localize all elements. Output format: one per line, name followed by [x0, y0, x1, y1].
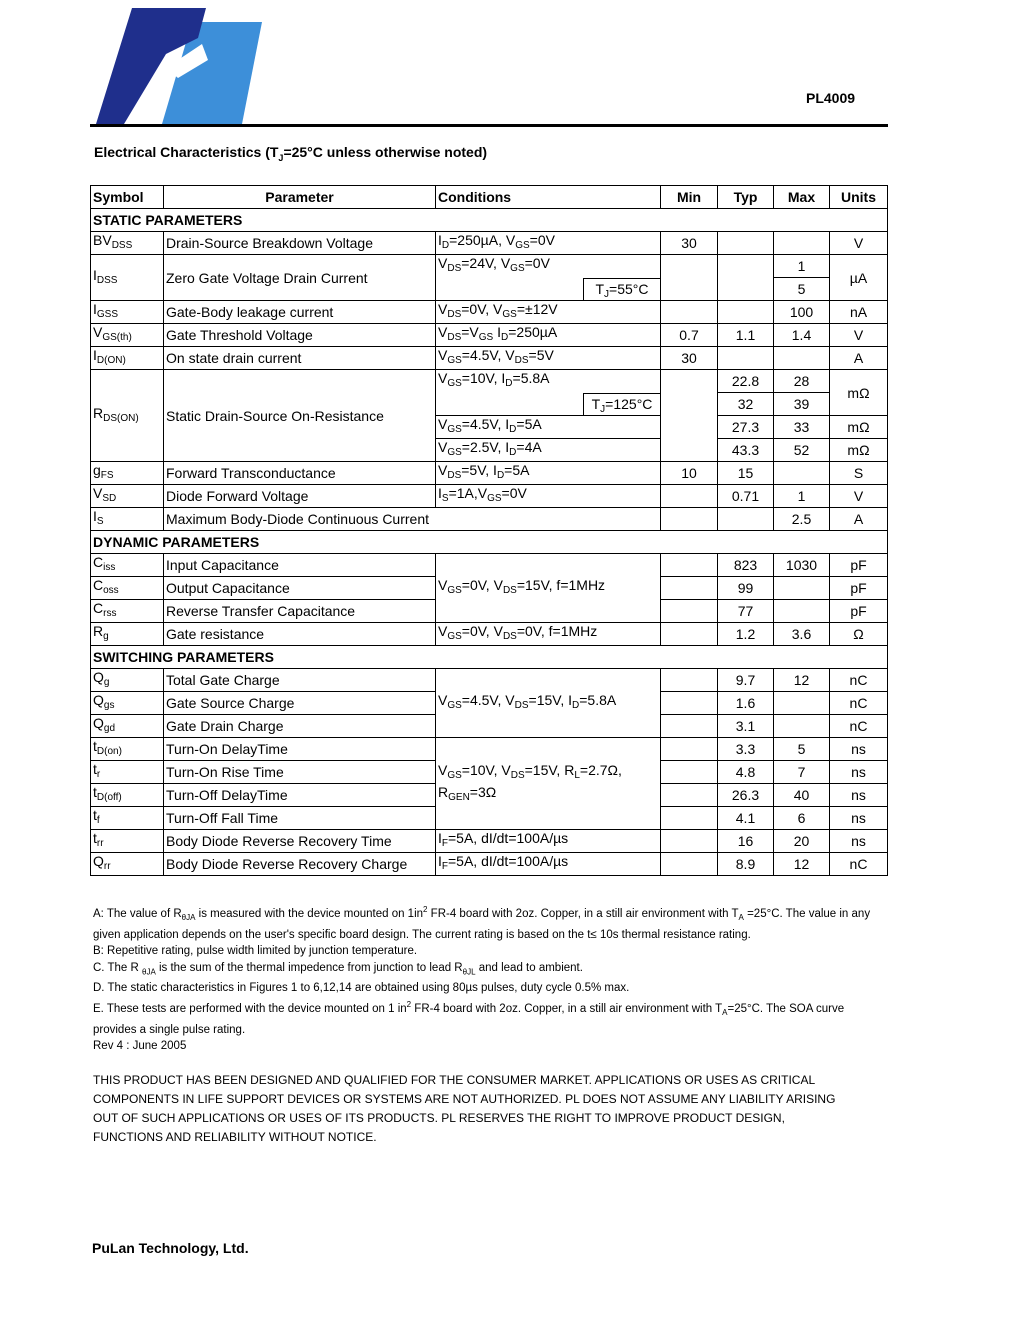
symbol-cell: $I_S$ [91, 508, 164, 531]
conditions-cell: $I_D=250\mu A$, $V_{GS}=0V$ [436, 232, 661, 255]
electrical-characteristics-table [90, 185, 888, 876]
max-cell: 12 [774, 669, 830, 692]
min-cell [661, 508, 718, 531]
footnote-d: D. The static characteristics in Figures 1 to 6,12,14 are obtained using 80µs pulses, duty cycle 0.5% max. [93, 982, 630, 995]
typ-cell: 26.3 [718, 784, 774, 807]
conditions-cell: $V_{GS}=0V$, $V_{DS}=0V$, f=1MHz [436, 623, 661, 646]
table-row [91, 485, 888, 508]
parameter-cell: Reverse Transfer Capacitance [164, 600, 436, 623]
min-cell [661, 301, 718, 324]
min-cell [661, 830, 718, 853]
max-cell: 3.6 [774, 623, 830, 646]
unit-cell: pF [830, 554, 888, 577]
parameter-cell: Maximum Body-Diode Continuous Current [164, 508, 661, 531]
typ-cell: 15 [718, 462, 774, 485]
max-cell [774, 232, 830, 255]
typ-cell: 4.1 [718, 807, 774, 830]
conditions-cell: $I_F=5A$, dI/dt=100A/µs [436, 830, 661, 853]
max-cell [774, 715, 830, 738]
table-row [91, 738, 888, 761]
parameter-cell: Turn-On DelayTime [164, 738, 436, 761]
temperature-condition: $T_J=55^\circ C$ [583, 278, 660, 300]
max-cell: 1.4 [774, 324, 830, 347]
unit-cell: nC [830, 853, 888, 876]
table-header-row [91, 186, 888, 209]
min-cell [661, 485, 718, 508]
unit-cell: pF [830, 577, 888, 600]
symbol-cell: $R_{DS(ON)}$ [91, 370, 164, 462]
symbol-cell: $t_f$ [91, 807, 164, 830]
symbol-cell: $Q_{gd}$ [91, 715, 164, 738]
typ-cell: 1.1 [718, 324, 774, 347]
min-cell: 30 [661, 232, 718, 255]
max-cell: 5 [774, 738, 830, 761]
typ-cell: 1.2 [718, 623, 774, 646]
min-cell [661, 623, 718, 646]
table-row [91, 462, 888, 485]
typ-cell [718, 508, 774, 531]
part-number: PL4009 [806, 90, 856, 106]
max-cell: 2.5 [774, 508, 830, 531]
conditions-cell: $V_{DS}=V_{GS}$ $I_D=250\mu A$ [436, 324, 661, 347]
header-parameter: Parameter [164, 186, 436, 209]
company-name: PuLan Technology, Ltd. [92, 1240, 249, 1256]
section-row [91, 209, 888, 232]
min-cell [661, 853, 718, 876]
conditions-cell: $V_{DS}=24V$, $V_{GS}=0V$ [436, 255, 661, 278]
table-row [91, 324, 888, 347]
unit-cell: Ω [830, 623, 888, 646]
conditions-cell: $I_F=5A$, dI/dt=100A/µs [436, 853, 661, 876]
parameter-cell: Forward Transconductance [164, 462, 436, 485]
symbol-cell: $C_{oss}$ [91, 577, 164, 600]
unit-cell: V [830, 232, 888, 255]
disclaimer-line: COMPONENTS IN LIFE SUPPORT DEVICES OR SYSTEMS ARE NOT AUTHORIZED. PL DOES NOT ASSUME ANY LIABILITY ARISING [93, 1092, 836, 1106]
symbol-cell: $I_{GSS}$ [91, 301, 164, 324]
conditions-cell: $V_{DS}=5V$, $I_D=5A$ [436, 462, 661, 485]
footnote-e: E. These tests are performed with the device mounted on 1 $in^2$ FR-4 board with 2oz. Copper, in a still air environment with $T_A=25^\circ C$. The SOA curve provides a single pulse rating. [93, 999, 845, 1036]
header-symbol: Symbol [91, 186, 164, 209]
min-cell: 0.7 [661, 324, 718, 347]
conditions-cell [436, 278, 661, 301]
max-cell: 100 [774, 301, 830, 324]
parameter-cell: Gate Drain Charge [164, 715, 436, 738]
table-row [91, 554, 888, 577]
max-cell: 33 [774, 416, 830, 439]
parameter-cell: Gate Source Charge [164, 692, 436, 715]
unit-cell: ns [830, 738, 888, 761]
min-cell [661, 784, 718, 807]
table-row [91, 508, 888, 531]
footnotes [93, 902, 883, 1055]
min-cell [661, 807, 718, 830]
revision: Rev 4 : June 2005 [93, 1040, 187, 1053]
max-cell: 40 [774, 784, 830, 807]
header-typ: Typ [718, 186, 774, 209]
unit-cell: nC [830, 715, 888, 738]
switching-condition-line2: $R_{GEN}=3\Omega$ [438, 783, 497, 803]
section-switching: SWITCHING PARAMETERS [91, 646, 888, 669]
min-cell [661, 738, 718, 761]
min-cell [661, 692, 718, 715]
parameter-cell: Diode Forward Voltage [164, 485, 436, 508]
conditions-cell: $V_{GS}=4.5V$, $I_D=5A$ [436, 416, 661, 439]
typ-cell [718, 232, 774, 255]
unit-cell: ns [830, 761, 888, 784]
typ-cell: 0.71 [718, 485, 774, 508]
symbol-cell: $t_{D(on)}$ [91, 738, 164, 761]
disclaimer-line: OUT OF SUCH APPLICATIONS OR USES OF ITS PRODUCTS. PL RESERVES THE RIGHT TO IMPROVE PRODUCT DESIGN, [93, 1111, 785, 1125]
symbol-cell: $t_{D(off)}$ [91, 784, 164, 807]
min-cell [661, 370, 718, 462]
symbol-cell: $R_g$ [91, 623, 164, 646]
min-cell [661, 577, 718, 600]
max-cell: 39 [774, 393, 830, 416]
symbol-cell: $Q_{rr}$ [91, 853, 164, 876]
table-row [91, 347, 888, 370]
min-cell [661, 761, 718, 784]
switching-condition-line1: $V_{GS}=10V$, $V_{DS}=15V$, $R_L=2.7\Omega$, [438, 761, 622, 781]
footnote-b: B: Repetitive rating, pulse width limited by junction temperature. [93, 945, 418, 958]
conditions-cell: $V_{GS}=0V$, $V_{DS}=15V$, f=1MHz [436, 554, 661, 623]
symbol-cell: $g_{FS}$ [91, 462, 164, 485]
max-cell: 6 [774, 807, 830, 830]
max-cell: 28 [774, 370, 830, 393]
max-cell [774, 692, 830, 715]
unit-cell: S [830, 462, 888, 485]
symbol-cell: $BV_{DSS}$ [91, 232, 164, 255]
typ-cell: 3.3 [718, 738, 774, 761]
unit-cell: A [830, 508, 888, 531]
max-cell: 1 [774, 255, 830, 278]
section-row [91, 646, 888, 669]
typ-cell [718, 255, 774, 301]
unit-cell: nC [830, 669, 888, 692]
table-row [91, 232, 888, 255]
typ-cell: 8.9 [718, 853, 774, 876]
parameter-cell: Turn-Off Fall Time [164, 807, 436, 830]
unit-cell: V [830, 324, 888, 347]
unit-cell: ns [830, 784, 888, 807]
parameter-cell: Gate Threshold Voltage [164, 324, 436, 347]
section-dynamic: DYNAMIC PARAMETERS [91, 531, 888, 554]
typ-cell: 9.7 [718, 669, 774, 692]
conditions-cell: $V_{GS}=4.5V$, $V_{DS}=5V$ [436, 347, 661, 370]
typ-cell [718, 301, 774, 324]
unit-cell: ns [830, 807, 888, 830]
parameter-cell: Input Capacitance [164, 554, 436, 577]
parameter-cell: Zero Gate Voltage Drain Current [164, 255, 436, 301]
typ-cell: 4.8 [718, 761, 774, 784]
typ-cell [718, 347, 774, 370]
symbol-cell: $I_{D(ON)}$ [91, 347, 164, 370]
symbol-cell: $C_{rss}$ [91, 600, 164, 623]
parameter-cell: Body Diode Reverse Recovery Charge [164, 853, 436, 876]
typ-cell: 27.3 [718, 416, 774, 439]
parameter-cell: Turn-Off DelayTime [164, 784, 436, 807]
unit-cell: ns [830, 830, 888, 853]
max-cell: 7 [774, 761, 830, 784]
header-max: Max [774, 186, 830, 209]
table-row [91, 830, 888, 853]
symbol-cell: $C_{iss}$ [91, 554, 164, 577]
table-row [91, 623, 888, 646]
conditions-cell: $V_{DS}=0V$, $V_{GS}=\pm 12V$ [436, 301, 661, 324]
unit-cell: pF [830, 600, 888, 623]
typ-cell: 43.3 [718, 439, 774, 462]
max-cell [774, 600, 830, 623]
typ-cell: 22.8 [718, 370, 774, 393]
footnote-a: A: The value of $R_{\theta JA}$ is measured with the device mounted on $1in^2$ FR-4 board with 2oz. Copper, in a still air environment with $T_A =25^\circ C$. The value in any given application depends on the user's specific board design. The current rating is based on the t≤ 10s thermal resistance rating. [93, 905, 871, 941]
table-row [91, 853, 888, 876]
conditions-cell: $V_{GS}=10V$, $I_D=5.8A$ [436, 370, 661, 393]
section-static: STATIC PARAMETERS [91, 209, 888, 232]
unit-cell: mΩ [830, 439, 888, 462]
section-row [91, 531, 888, 554]
max-cell: 1 [774, 485, 830, 508]
header-min: Min [661, 186, 718, 209]
min-cell [661, 669, 718, 692]
min-cell [661, 255, 718, 301]
max-cell: 20 [774, 830, 830, 853]
temperature-condition: $T_J=125^\circ C$ [583, 393, 660, 415]
min-cell: 10 [661, 462, 718, 485]
table-row [91, 255, 888, 278]
max-cell [774, 462, 830, 485]
table-row [91, 370, 888, 393]
min-cell [661, 600, 718, 623]
max-cell: 5 [774, 278, 830, 301]
header-conditions: Conditions [436, 186, 661, 209]
symbol-cell: $V_{GS(th)}$ [91, 324, 164, 347]
unit-cell: µA [830, 255, 888, 301]
max-cell: 52 [774, 439, 830, 462]
typ-cell: 99 [718, 577, 774, 600]
symbol-cell: $t_{rr}$ [91, 830, 164, 853]
typ-cell: 3.1 [718, 715, 774, 738]
disclaimer-line: THIS PRODUCT HAS BEEN DESIGNED AND QUALIFIED FOR THE CONSUMER MARKET. APPLICATIONS OR USES AS CRITICAL [93, 1073, 816, 1087]
parameter-cell: Output Capacitance [164, 577, 436, 600]
conditions-cell: $I_S=1A,V_{GS}=0V$ [436, 485, 661, 508]
parameter-cell: On state drain current [164, 347, 436, 370]
parameter-cell: Total Gate Charge [164, 669, 436, 692]
typ-cell: 77 [718, 600, 774, 623]
symbol-cell: $I_{DSS}$ [91, 255, 164, 301]
parameter-cell: Body Diode Reverse Recovery Time [164, 830, 436, 853]
max-cell: 1030 [774, 554, 830, 577]
unit-cell: A [830, 347, 888, 370]
typ-cell: 1.6 [718, 692, 774, 715]
symbol-cell: $V_{SD}$ [91, 485, 164, 508]
header-rule [90, 124, 888, 127]
conditions-cell [436, 738, 661, 830]
parameter-cell: Turn-On Rise Time [164, 761, 436, 784]
unit-cell: nC [830, 692, 888, 715]
header-units: Units [830, 186, 888, 209]
unit-cell: mΩ [830, 370, 888, 416]
footnote-c: C. The R $_{\theta JA}$ is the sum of the thermal impedence from junction to lead $R_{\theta JL}$ and lead to ambient. [93, 961, 583, 976]
conditions-cell: $V_{GS}=4.5V$, $V_{DS}=15V$, $I_D=5.8A$ [436, 669, 661, 738]
parameter-cell: Gate-Body leakage current [164, 301, 436, 324]
table-row [91, 301, 888, 324]
symbol-cell: $Q_{gs}$ [91, 692, 164, 715]
parameter-cell: Gate resistance [164, 623, 436, 646]
unit-cell: V [830, 485, 888, 508]
table-row [91, 669, 888, 692]
company-logo [96, 8, 262, 124]
max-cell [774, 347, 830, 370]
unit-cell: nA [830, 301, 888, 324]
disclaimer-line: FUNCTIONS AND RELIABILITY WITHOUT NOTICE. [93, 1130, 377, 1144]
parameter-cell: Static Drain-Source On-Resistance [164, 370, 436, 462]
unit-cell: mΩ [830, 416, 888, 439]
typ-cell: 32 [718, 393, 774, 416]
min-cell: 30 [661, 347, 718, 370]
parameter-cell: Drain-Source Breakdown Voltage [164, 232, 436, 255]
min-cell [661, 715, 718, 738]
max-cell: 12 [774, 853, 830, 876]
symbol-cell: $Q_g$ [91, 669, 164, 692]
section-title: Electrical Characteristics ($T_J=25^\circ C$ unless otherwise noted) [94, 144, 488, 163]
disclaimer [93, 1071, 883, 1147]
min-cell [661, 554, 718, 577]
conditions-cell [436, 393, 661, 416]
typ-cell: 16 [718, 830, 774, 853]
max-cell [774, 577, 830, 600]
symbol-cell: $t_r$ [91, 761, 164, 784]
conditions-cell: $V_{GS}=2.5V$, $I_D=4A$ [436, 439, 661, 462]
typ-cell: 823 [718, 554, 774, 577]
